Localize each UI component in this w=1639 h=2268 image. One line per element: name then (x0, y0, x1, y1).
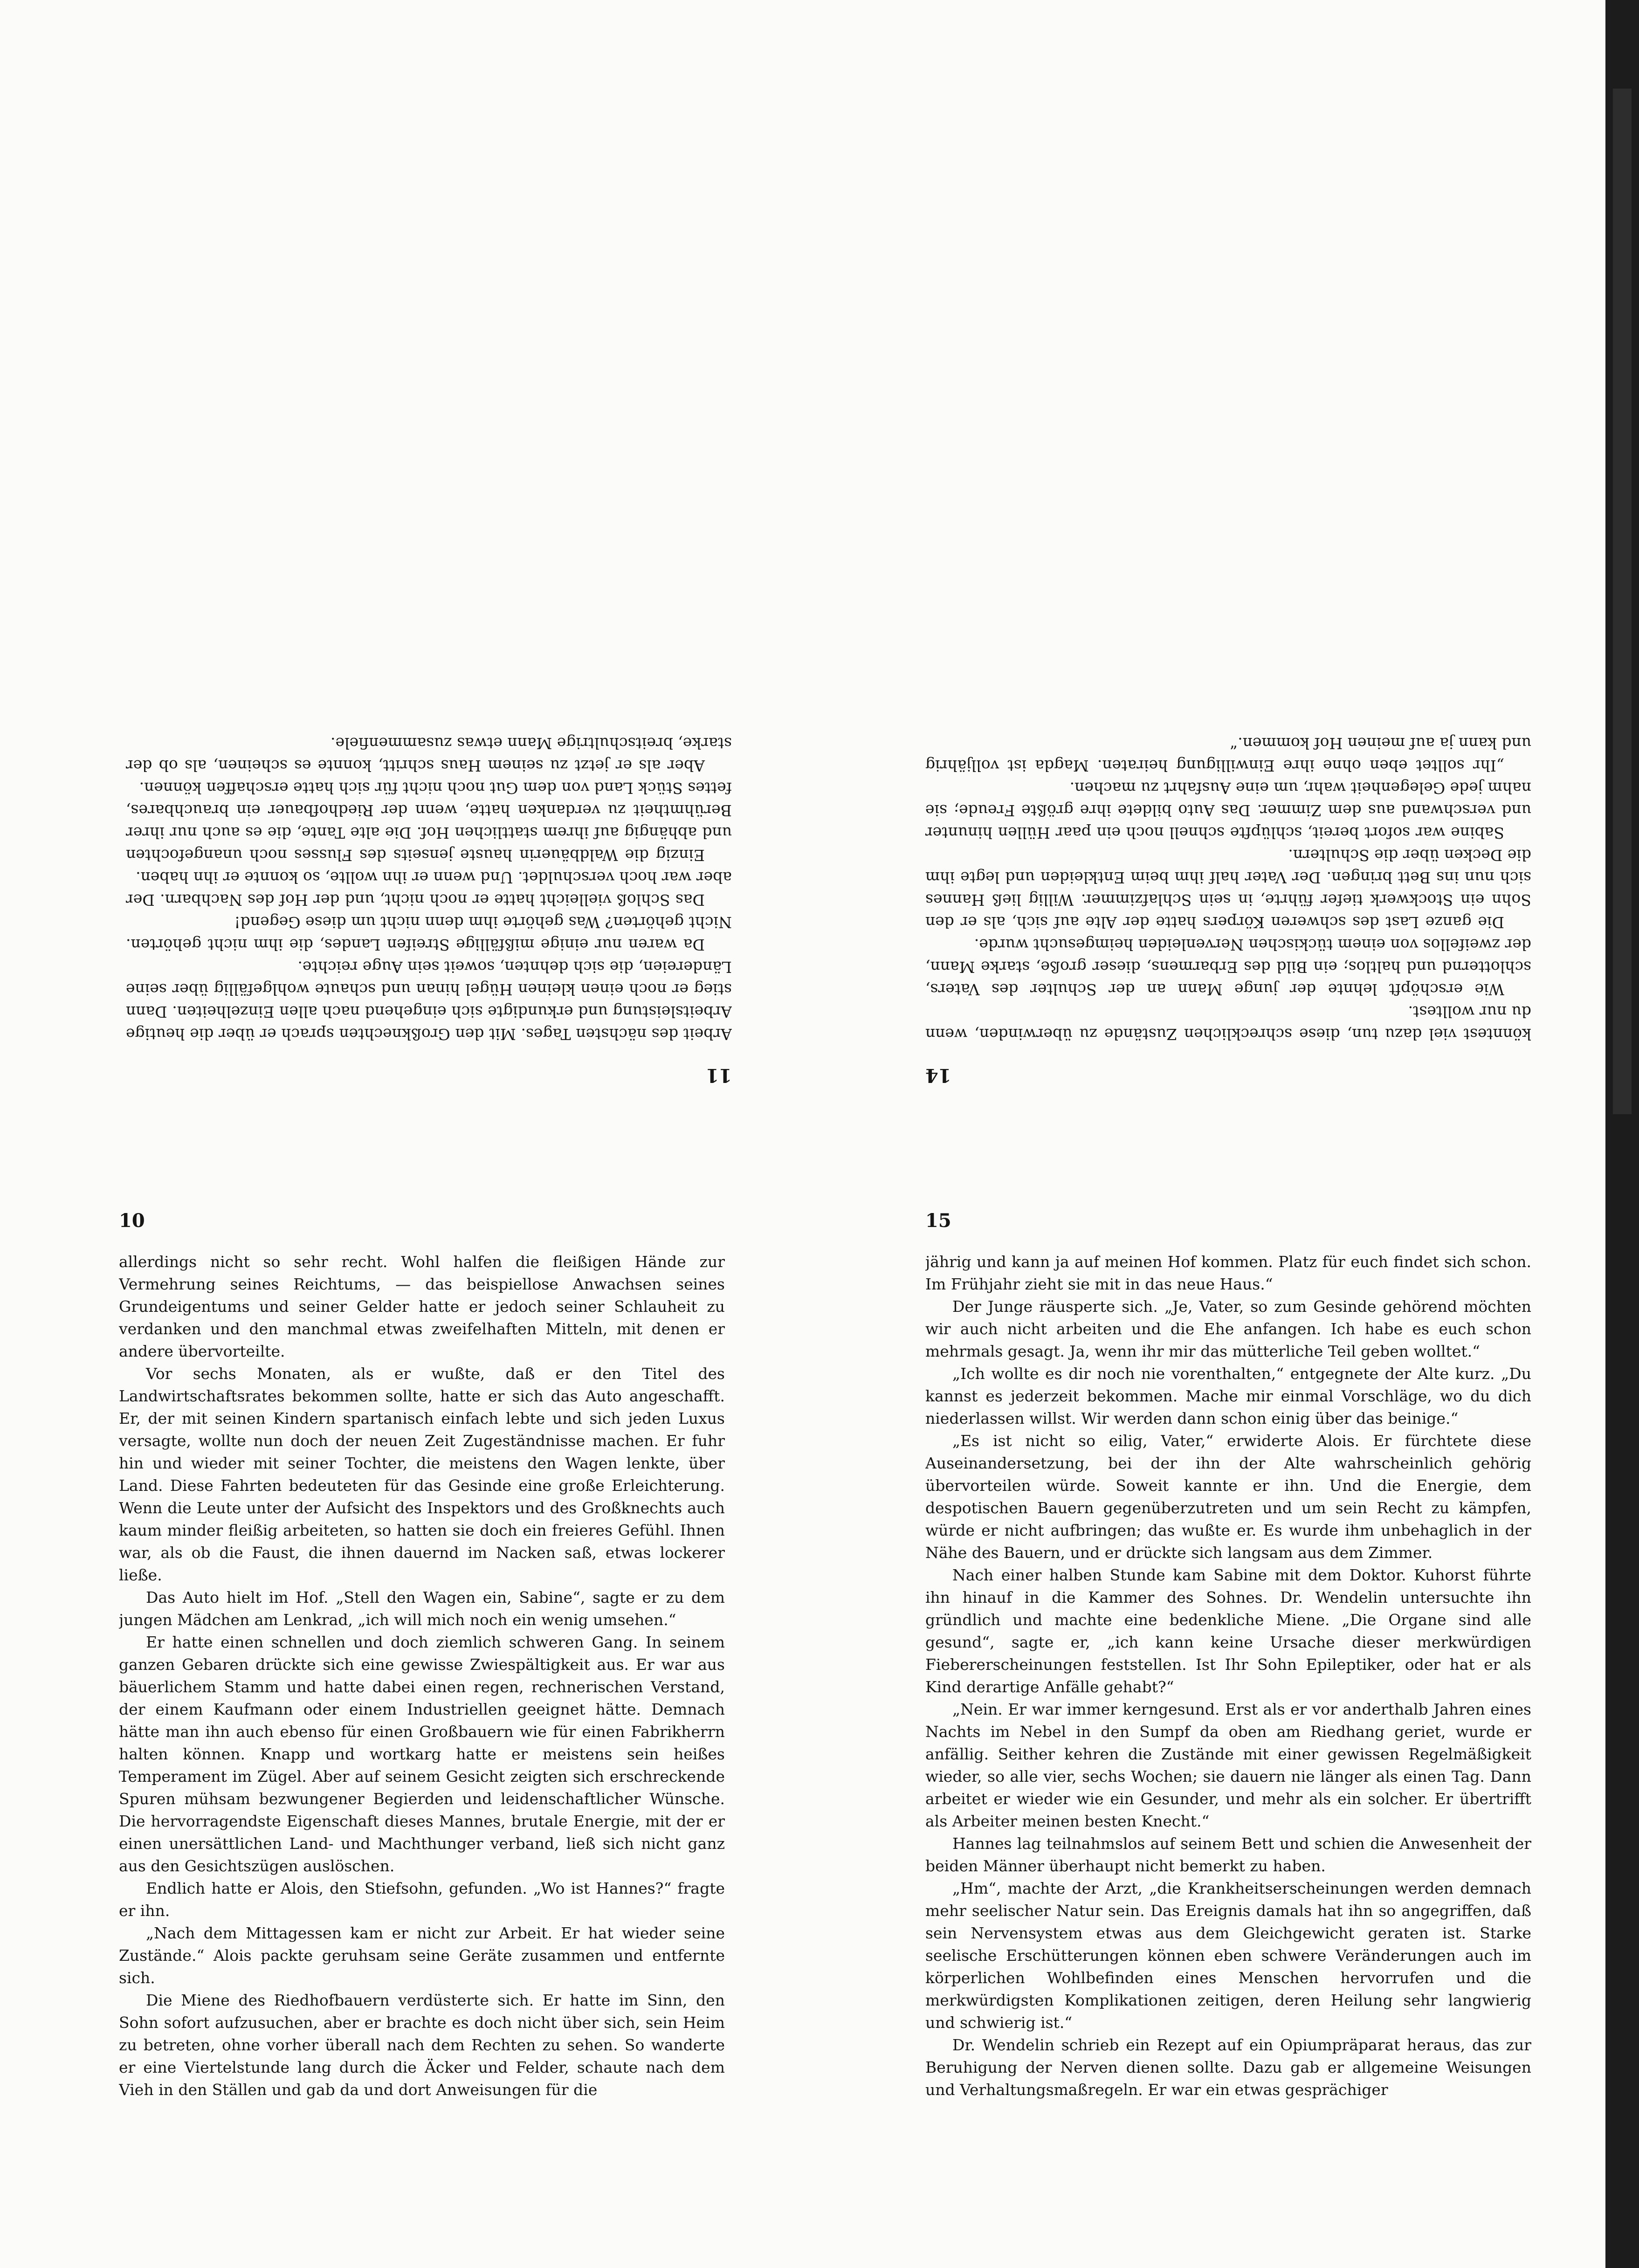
paragraph: Sabine war sofort bereit, schlüpfte schnell noch ein paar Hüllen hinunter und verschwand aus dem Zimmer. Das Auto bildete ihre größte Freude; sie nahm jede Gelegenheit wahr, um eine Ausfahrt zu machen. (925, 779, 1531, 842)
paragraph: „Es ist nicht so eilig, Vater,“ erwiderte Alois. Er fürchtete diese Auseinandersetzung, bei der ihn der Alte wahrscheinlich gehörig übervorteilen würde. Soweit kannte er ihn. Und die Energie, dem despotischen Bauern gegenüberzutreten und um sein Recht zu kämpfen, würde er nicht aufbringen; das wußte er. Es wurde ihm unbehaglich in der Nähe des Bauern, und er drückte sich langsam aus dem Zimmer. (925, 1432, 1531, 1562)
paragraph: „Ihr solltet eben ohne ihre Einwilligung heiraten. Magda ist volljährig und kann ja auf meinen Hof kommen.“ (925, 734, 1531, 775)
page-number: 11 (706, 1064, 732, 1086)
page-number: 10 (119, 1210, 145, 1232)
paragraph: Vor sechs Monaten, als er wußte, daß er den Titel des Landwirtschaftsrates bekommen sollte, hatte er sich das Auto angeschafft. Er, der mit seinen Kindern spartanisch einfach lebte und sich jeden Luxus versagte, wollte nun doch der neuen Zeit Zugeständnisse machen. Er fuhr hin und wieder mit seiner Tochter, die meistens den Wagen lenkte, über Land. Diese Fahrten bedeuteten für das Gesinde eine große Erleichterung. Wenn die Leute unter der Aufsicht des Inspektors und des Großknechts auch kaum minder fleißig arbeiteten, so hatten sie doch ein freieres Gefühl. Ihnen war, als ob die Faust, die ihnen dauernd im Nacken saß, etwas lockerer ließe. (119, 1365, 725, 1584)
paragraph: Einzig die Waldbäuerin hauste jenseits des Flusses noch unangefochten und abhängig auf ihrem stattlichen Hof. Die alte Tante, die es auch nur ihrer Berühmtheit zu verdanken hatte, wenn der Riedhofbauer ein brauchbares, fettes Stück Land von dem Gut noch nicht für sich hatte erschaffen können. (126, 779, 732, 864)
paragraph: Die Miene des Riedhofbauern verdüsterte sich. Er hatte im Sinn, den Sohn sofort aufzusuchen, aber er brachte es doch nicht über sich, sein Heim zu betreten, ohne vorher überall nach dem Rechten zu sehen. So wanderte er eine Viertelstunde lang durch die Äcker und Felder, schaute nach dem Vieh in den Ställen und gab da und dort Anweisungen für die (119, 1991, 725, 2099)
paragraph: Endlich hatte er Alois, den Stiefsohn, gefunden. „Wo ist Hannes?“ fragte er ihn. (119, 1879, 725, 1920)
page-number: 14 (925, 1064, 951, 1086)
paragraph: Er hatte einen schnellen und doch ziemlich schweren Gang. In seinem ganzen Gebaren drückte sich eine gewisse Zwiespältigkeit aus. Er war aus bäuerlichem Stamm und hatte dabei einen regen, rechnerischen Verstand, der einem Kaufmann oder einem Industriellen geeignet hätte. Demnach hätte man ihn auch ebenso für einen Großbauern wie für einen Fabrikherrn halten können. Knapp und wortkarg hatte er meistens sein heißes Temperament im Zügel. Aber auf seinem Gesicht zeigten sich erschreckende Spuren mühsam bezwungener Begierden und leidenschaftlicher Wünsche. Die hervorragendste Eigenschaft dieses Mannes, brutale Energie, mit der er einen unersättlichen Land- und Machthunger verband, ließ sich nicht ganz aus den Gesichtszügen auslöschen. (119, 1633, 725, 1875)
paragraph: „Hm“, machte der Arzt, „die Krankheitserscheinungen werden demnach mehr seelischer Natur sein. Das Ereignis damals hat ihn so angegriffen, daß sein Nervensystem etwas aus dem Gleichgewicht geraten ist. Starke seelische Erschütterungen können eben schwere Veränderungen auch im körperlichen Wohlbefinden eines Menschen hervorrufen und die merkwürdigsten Komplikationen zeitigen, deren Heilung sehr langwierig und schwierig ist.“ (925, 1879, 1531, 2032)
paragraph: „Nein. Er war immer kerngesund. Erst als er vor anderthalb Jahren eines Nachts im Nebel in den Sumpf da oben am Riedhang geriet, wurde er anfällig. Seither kehren die Zustände mit einer gewissen Regelmäßigkeit wieder, so alle vier, sechs Wochen; sie dauern nie länger als einen Tag. Dann arbeitet er wieder wie ein Gesunder, und mehr als ein solcher. Er übertrifft als Arbeiter meinen besten Knecht.“ (925, 1700, 1531, 1830)
page-11-upside-down (126, 117, 732, 1086)
paragraph: Arbeit des nächsten Tages. Mit den Großknechten sprach er über die heutige Arbeitsleistung und erkundigte sich eingehend nach allen Einzelheiten. Dann stieg er noch einen kleinen Hügel hinan und schaute wohlgefällig über seine Ländereien, die sich dehnten, soweit sein Auge reichte. (126, 958, 732, 1043)
paragraph: Aber als er jetzt zu seinem Haus schritt, konnte es scheinen, als ob der starke, breitschultrige Mann etwas zusammenfiele. (126, 734, 732, 775)
text-column (925, 1251, 1531, 2101)
paragraph: Nach einer halben Stunde kam Sabine mit dem Doktor. Kuhorst führte ihn hinauf in die Kammer des Sohnes. Dr. Wendelin untersuchte ihn gründlich und machte eine bedenkliche Miene. „Die Organe sind alle gesund“, sagte er, „ich kann keine Ursache dieser merkwürdigen Fiebererscheinungen feststellen. Ist Ihr Sohn Epileptiker, oder hat er als Kind derartige Anfälle gehabt?“ (925, 1566, 1531, 1696)
text-column (119, 1251, 725, 2101)
paragraph: Das Auto hielt im Hof. „Stell den Wagen ein, Sabine“, sagte er zu dem jungen Mädchen am Lenkrad, „ich will mich noch ein wenig umsehen.“ (119, 1588, 725, 1629)
paragraph: „Nach dem Mittagessen kam er nicht zur Arbeit. Er hat wieder seine Zustände.“ Alois packte geruhsam seine Geräte zusammen und entfernte sich. (119, 1924, 725, 1987)
page-10 (119, 1210, 725, 2179)
paragraph: jährig und kann ja auf meinen Hof kommen. Platz für euch findet sich schon. Im Frühjahr zieht sie mit in das neue Haus.“ (925, 1253, 1531, 1293)
paragraph: Das Schloß vielleicht hatte er noch nicht, und der Hof des Nachbarn. Der aber war hoch verschuldet. Und wenn er ihn wollte, so konnte er ihn haben. (126, 869, 732, 909)
paragraph: könntest viel dazu tun, diese schrecklichen Zustände zu überwinden, wenn du nur wolltest. (925, 1003, 1531, 1043)
paragraph: Die ganze Last des schweren Körpers hatte der Alte auf sich, als er den Sohn ein Stockwerk tiefer führte, in sein Schlafzimmer. Willig ließ Hannes sich nun ins Bett bringen. Der Vater half ihm beim Entkleiden und legte ihm die Decken über die Schultern. (925, 846, 1531, 931)
text-column (126, 732, 732, 1045)
paragraph: Da waren nur einige mißfällige Streifen Landes, die ihm nicht gehörten. Nicht gehörten? Was gehörte ihm denn nicht um diese Gegend! (126, 913, 732, 954)
paragraph: Dr. Wendelin schrieb ein Rezept auf ein Opiumpräparat heraus, das zur Beruhigung der Nerven dienen sollte. Dazu gab er allgemeine Weisungen und Verhaltungsmaßregeln. Er war ein etwas gesprächiger (925, 2036, 1531, 2099)
page-15 (925, 1210, 1531, 2179)
page-14-upside-down (925, 117, 1531, 1086)
paragraph: Wie erschöpft lehnte der junge Mann an der Schulter des Vaters, schlotternd und haltlos; ein Bild des Erbarmens, dieser große, starke Mann, der zweifellos von einem tückischen Nervenleiden heimgesucht wurde. (925, 936, 1531, 999)
scanner-edge-tab (1613, 89, 1632, 1114)
paragraph: allerdings nicht so sehr recht. Wohl halfen die fleißigen Hände zur Vermehrung seines Reichtums, — das beispiellose Anwachsen seines Grundeigentums und seiner Gelder hatte er jedoch seiner Schlauheit zu verdanken und den manchmal etwas zweifelhaften Mitteln, mit denen er andere übervorteilte. (119, 1253, 725, 1360)
paragraph: „Ich wollte es dir noch nie vorenthalten,“ entgegnete der Alte kurz. „Du kannst es jederzeit bekommen. Mache mir einmal Vorschläge, wo du dich niederlassen willst. Wir werden dann schon einig über das beinige.“ (925, 1365, 1531, 1427)
paragraph: Hannes lag teilnahmslos auf seinem Bett und schien die Anwesenheit der beiden Männer überhaupt nicht bemerkt zu haben. (925, 1834, 1531, 1875)
paragraph: Der Junge räusperte sich. „Je, Vater, so zum Gesinde gehörend möchten wir auch nicht arbeiten und die Ehe anfangen. Ich habe es euch schon mehrmals gesagt. Ja, wenn ihr mir das mütterliche Teil geben wolltet.“ (925, 1297, 1531, 1360)
page-number: 15 (925, 1210, 951, 1232)
text-column (925, 732, 1531, 1045)
